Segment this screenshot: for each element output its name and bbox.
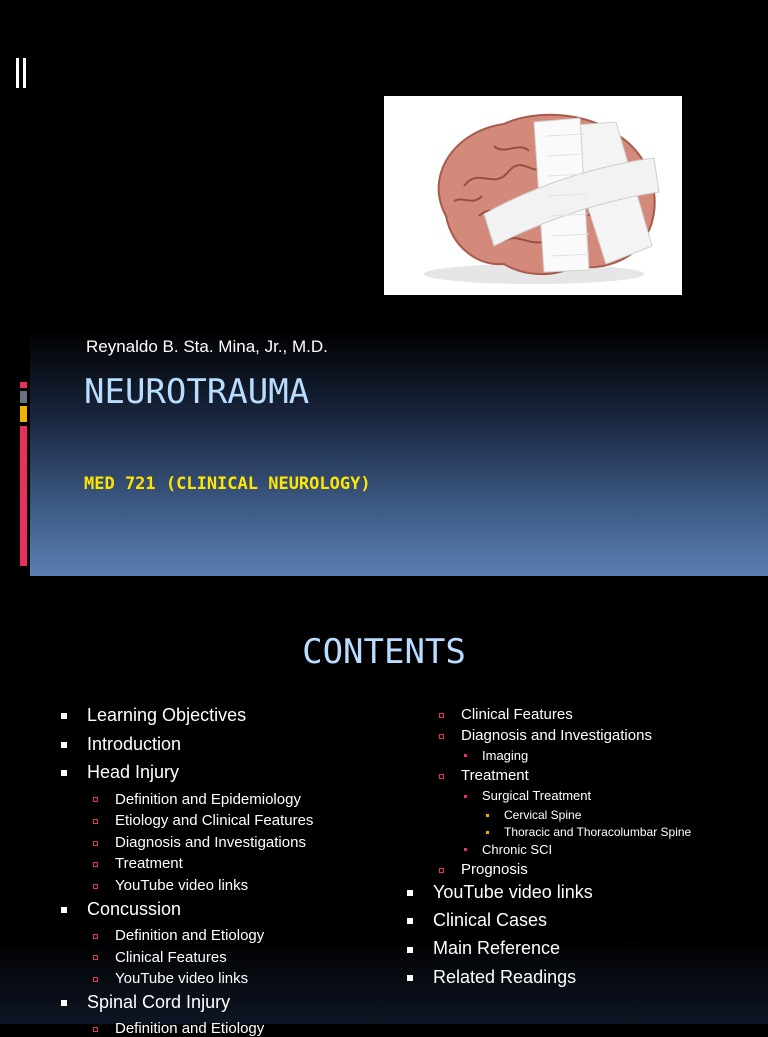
contents-item: Diagnosis and Investigations	[115, 833, 306, 851]
contents-item: Surgical Treatment	[482, 788, 592, 803]
contents-item: Head Injury	[87, 762, 180, 782]
slide-title: NEUROTRAUMA	[84, 372, 310, 412]
contents-item: Related Readings	[433, 966, 577, 987]
contents-item: Clinical Cases	[433, 910, 548, 931]
contents-item: Prognosis	[461, 861, 528, 879]
bullet-icon	[407, 918, 413, 924]
bullet-icon	[61, 770, 67, 776]
bullet-icon	[93, 934, 98, 939]
contents-item: YouTube video links	[433, 882, 593, 902]
bullet-icon	[439, 774, 444, 779]
bullet-icon	[93, 1027, 98, 1032]
bullet-icon	[61, 742, 67, 748]
bullet-icon	[486, 814, 489, 817]
contents-item: Thoracic and Thoracolumbar Spine	[504, 824, 692, 839]
contents-item: Main Reference	[433, 938, 561, 959]
contents-item: Definition and Epidemiology	[115, 790, 301, 808]
contents-item: Imaging	[482, 747, 529, 763]
bullet-icon	[439, 868, 444, 873]
contents-item: Definition and Etiology	[115, 1020, 265, 1037]
slide-subtitle: MED 721 (CLINICAL NEUROLOGY)	[84, 474, 371, 494]
contents-item: Etiology and Clinical Features	[115, 812, 314, 830]
contents-slide	[0, 576, 768, 1037]
contents-item: Learning Objectives	[87, 705, 247, 725]
bullet-icon	[407, 890, 413, 896]
contents-title: CONTENTS	[302, 632, 466, 672]
bullet-icon	[439, 734, 444, 739]
bandaged-brain-image	[384, 96, 682, 295]
contents-item: Concussion	[87, 898, 182, 919]
contents-item: YouTube video links	[115, 876, 249, 894]
bullet-icon	[464, 848, 467, 851]
contents-item: Clinical Features	[115, 948, 227, 966]
contents-item: Spinal Cord Injury	[87, 991, 231, 1012]
bullet-icon	[93, 977, 98, 982]
contents-item: Introduction	[87, 733, 182, 754]
contents-item: Chronic SCI	[482, 841, 553, 857]
bullet-icon	[407, 975, 413, 981]
accent-stripes	[20, 382, 28, 566]
bullet-icon	[464, 795, 467, 798]
contents-item: Treatment	[461, 767, 529, 785]
contents-item: Definition and Etiology	[115, 927, 265, 944]
bullet-icon	[61, 713, 67, 719]
bullet-icon	[407, 947, 413, 953]
bullet-icon	[464, 754, 467, 757]
bullet-icon	[93, 797, 98, 802]
contents-item: Diagnosis and Investigations	[461, 726, 652, 744]
bullet-icon	[93, 841, 98, 846]
bullet-icon	[93, 819, 98, 824]
corner-bars-icon	[16, 58, 30, 88]
author-name: Reynaldo B. Sta. Mina, Jr., M.D.	[86, 337, 328, 356]
bullet-icon	[61, 907, 67, 913]
bullet-icon	[93, 955, 98, 960]
bullet-icon	[93, 884, 98, 889]
contents-item: Treatment	[115, 855, 183, 873]
brain-icon	[384, 96, 682, 295]
contents-item: YouTube video links	[115, 970, 249, 988]
bullet-icon	[439, 713, 444, 718]
contents-item: Cervical Spine	[504, 807, 582, 822]
bullet-icon	[486, 831, 489, 834]
bullet-icon	[93, 862, 98, 867]
bullet-icon	[61, 1000, 67, 1006]
contents-item: Clinical Features	[461, 706, 573, 723]
